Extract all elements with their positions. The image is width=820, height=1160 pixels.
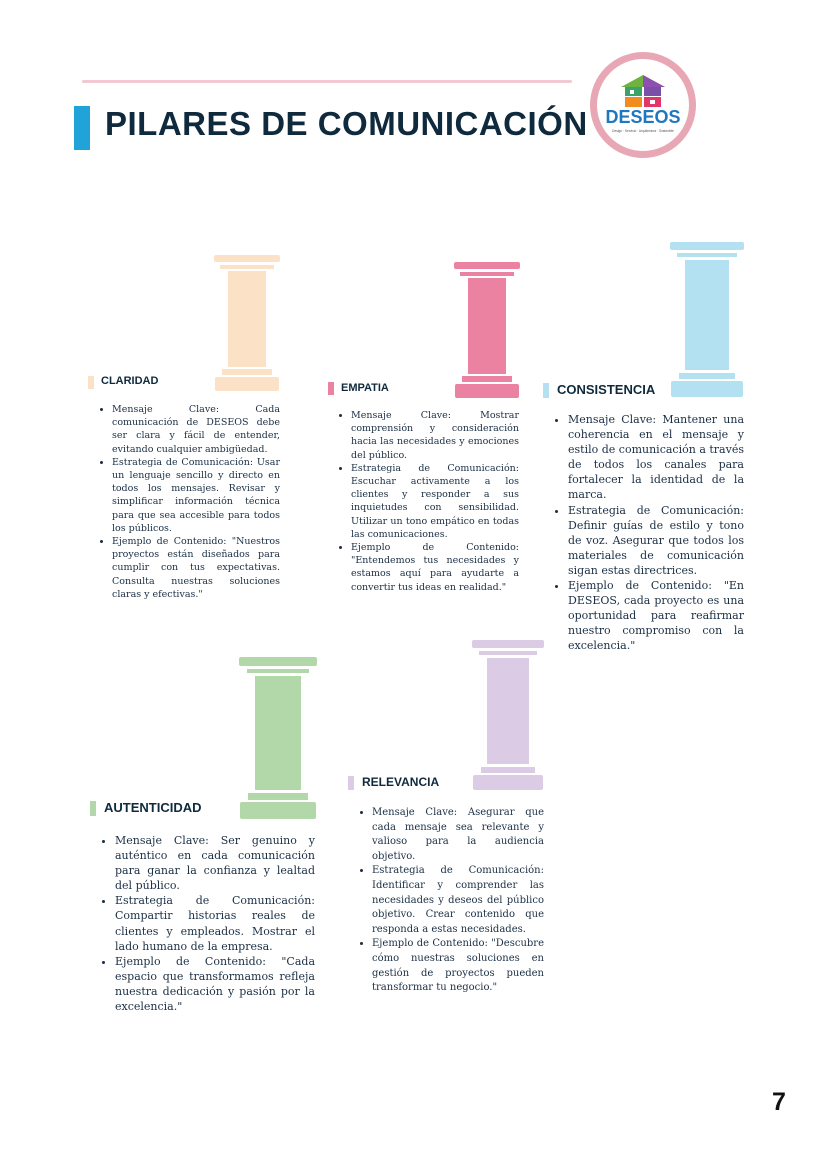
section-marker-relevancia bbox=[348, 776, 354, 790]
bullet-list-consistencia bbox=[550, 412, 744, 654]
header-divider bbox=[82, 80, 572, 83]
section-marker-consistencia bbox=[543, 383, 549, 398]
list-item: • Mensaje Clave: Cada comunicación de DESEOS debe ser clara y fácil de entender, evitando cualquier ambigüedad. bbox=[112, 403, 280, 456]
list-item: • Ejemplo de Contenido: "Entendemos tus necesidades y estamos aquí para ayudarte a convertir tus ideas en realidad." bbox=[351, 541, 519, 594]
section-marker-autenticidad bbox=[90, 801, 96, 816]
bullet-list-claridad bbox=[94, 403, 280, 601]
pillar-icon-autenticidad bbox=[239, 657, 317, 819]
section-marker-claridad bbox=[88, 376, 94, 389]
logo-tagline: Design · Servicio · Arquitectura · Sostenible bbox=[612, 129, 674, 133]
list-item: • Estrategia de Comunicación: Identificar y comprender las necesidades y deseos del público objetivo. Crear contenido que responda a estas necesidades. bbox=[372, 864, 544, 937]
house-icon bbox=[617, 73, 669, 107]
section-title-empatia: EMPATIA bbox=[341, 382, 389, 394]
bullet-list-empatia bbox=[333, 409, 519, 594]
title-accent-bar bbox=[74, 106, 90, 150]
section-title-claridad: CLARIDAD bbox=[101, 375, 159, 387]
page-title: PILARES DE COMUNICACIÓN bbox=[105, 105, 588, 142]
logo-wordmark: DESEOS bbox=[605, 107, 681, 127]
pillar-icon-relevancia bbox=[472, 640, 544, 790]
section-marker-empatia bbox=[328, 382, 334, 395]
pillar-icon-empatia bbox=[454, 262, 520, 398]
list-item: • Estrategia de Comunicación: Compartir historias reales de clientes y empleados. Mostrar el lado humano de la empresa. bbox=[115, 893, 315, 953]
section-title-consistencia: CONSISTENCIA bbox=[557, 382, 656, 397]
list-item: • Estrategia de Comunicación: Usar un lenguaje sencillo y directo en todos los mensajes. Revisar y simplificar información técnica para que sea accesible para todos los públicos. bbox=[112, 456, 280, 535]
pillar-icon-claridad bbox=[214, 255, 280, 391]
bullet-list-relevancia bbox=[354, 806, 544, 996]
list-item: • Mensaje Clave: Asegurar que cada mensaje sea relevante y valioso para la audiencia objetivo. bbox=[372, 806, 544, 864]
list-item: • Estrategia de Comunicación: Definir guías de estilo y tono de voz. Asegurar que todos los materiales de comunicación sigan estas directrices. bbox=[568, 503, 744, 578]
page-number: 7 bbox=[772, 1088, 786, 1116]
list-item: • Mensaje Clave: Mostrar comprensión y consideración hacia las necesidades y emociones del público. bbox=[351, 409, 519, 462]
list-item: • Estrategia de Comunicación: Escuchar activamente a los clientes y responder a sus inquietudes con sensibilidad. Utilizar un tono empático en todas las comunicaciones. bbox=[351, 462, 519, 541]
list-item: • Mensaje Clave: Ser genuino y auténtico en cada comunicación para ganar la confianza y lealtad del público. bbox=[115, 833, 315, 893]
list-item: • Ejemplo de Contenido: "Nuestros proyectos están diseñados para cumplir con tus expectativas. Consulta nuestras soluciones claras y efectivas." bbox=[112, 535, 280, 601]
pillar-icon-consistencia bbox=[670, 242, 744, 397]
list-item: • Ejemplo de Contenido: "Cada espacio que transformamos refleja nuestra dedicación y pasión por la excelencia." bbox=[115, 954, 315, 1014]
list-item: • Ejemplo de Contenido: "En DESEOS, cada proyecto es una oportunidad para reafirmar nuestro compromiso con la excelencia." bbox=[568, 578, 744, 653]
list-item: • Ejemplo de Contenido: "Descubre cómo nuestras soluciones en gestión de proyectos pueden transformar tu negocio." bbox=[372, 937, 544, 995]
section-title-relevancia: RELEVANCIA bbox=[362, 775, 440, 789]
list-item: • Mensaje Clave: Mantener una coherencia en el mensaje y estilo de comunicación a través de todos los canales para fortalecer la identidad de la marca. bbox=[568, 412, 744, 503]
section-title-autenticidad: AUTENTICIDAD bbox=[104, 800, 202, 815]
deseos-logo bbox=[590, 52, 696, 158]
bullet-list-autenticidad bbox=[97, 833, 315, 1014]
